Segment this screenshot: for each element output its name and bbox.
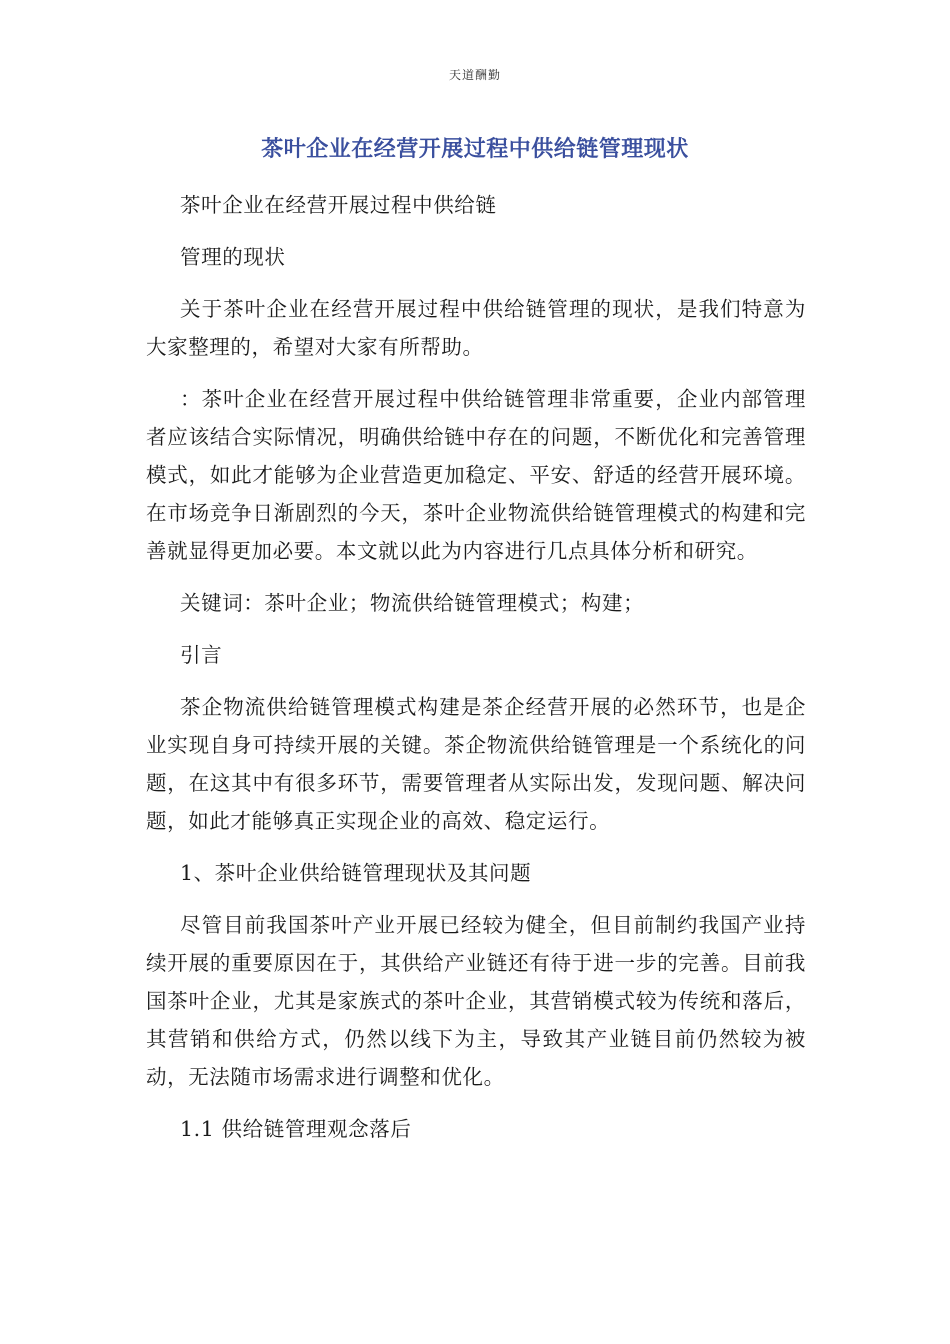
page-header: 天道酬勤	[448, 68, 501, 82]
paragraph-abstract: ：茶叶企业在经营开展过程中供给链管理非常重要，企业内部管理者应该结合实际情况，明确供给链中存在的问题，不断优化和完善管理模式，如此才能够为企业营造更加稳定、平安、舒适的经营开展环境。在市场竞争日渐剧烈的今天，茶叶企业物流供给链管理模式的构建和完善就显得更加必要。本文就以此为内容进行几点具体分析和研究。	[146, 387, 806, 563]
paragraph-subtitle-line-1: 茶叶企业在经营开展过程中供给链	[180, 193, 497, 217]
section-heading-introduction: 引言	[180, 643, 223, 667]
paragraph-keywords: 关键词：茶叶企业；物流供给链管理模式；构建；	[180, 591, 645, 615]
paragraph-section-1: 尽管目前我国茶叶产业开展已经较为健全，但目前制约我国产业持续开展的重要原因在于，其供给产业链还有待于进一步的完善。目前我国茶叶企业，尤其是家族式的茶叶企业，其营销模式较为传统和落后，其营销和供给方式，仍然以线下为主，导致其产业链目前仍然较为被动，无法随市场需求进行调整和优化。	[146, 913, 806, 1089]
section-heading-1-1: 1.1 供给链管理观念落后	[180, 1117, 412, 1141]
document-body	[146, 186, 806, 1148]
document-title: 茶叶企业在经营开展过程中供给链管理现状	[261, 137, 689, 162]
section-heading-1: 1、茶叶企业供给链管理现状及其问题	[180, 861, 532, 885]
paragraph-intro: 关于茶叶企业在经营开展过程中供给链管理的现状，是我们特意为大家整理的，希望对大家有所帮助。	[146, 297, 806, 359]
paragraph-subtitle-line-2: 管理的现状	[180, 245, 286, 269]
paragraph-introduction: 茶企物流供给链管理模式构建是茶企经营开展的必然环节，也是企业实现自身可持续开展的关键。茶企物流供给链管理是一个系统化的问题，在这其中有很多环节，需要管理者从实际出发，发现问题、解决问题，如此才能够真正实现企业的高效、稳定运行。	[146, 695, 806, 833]
